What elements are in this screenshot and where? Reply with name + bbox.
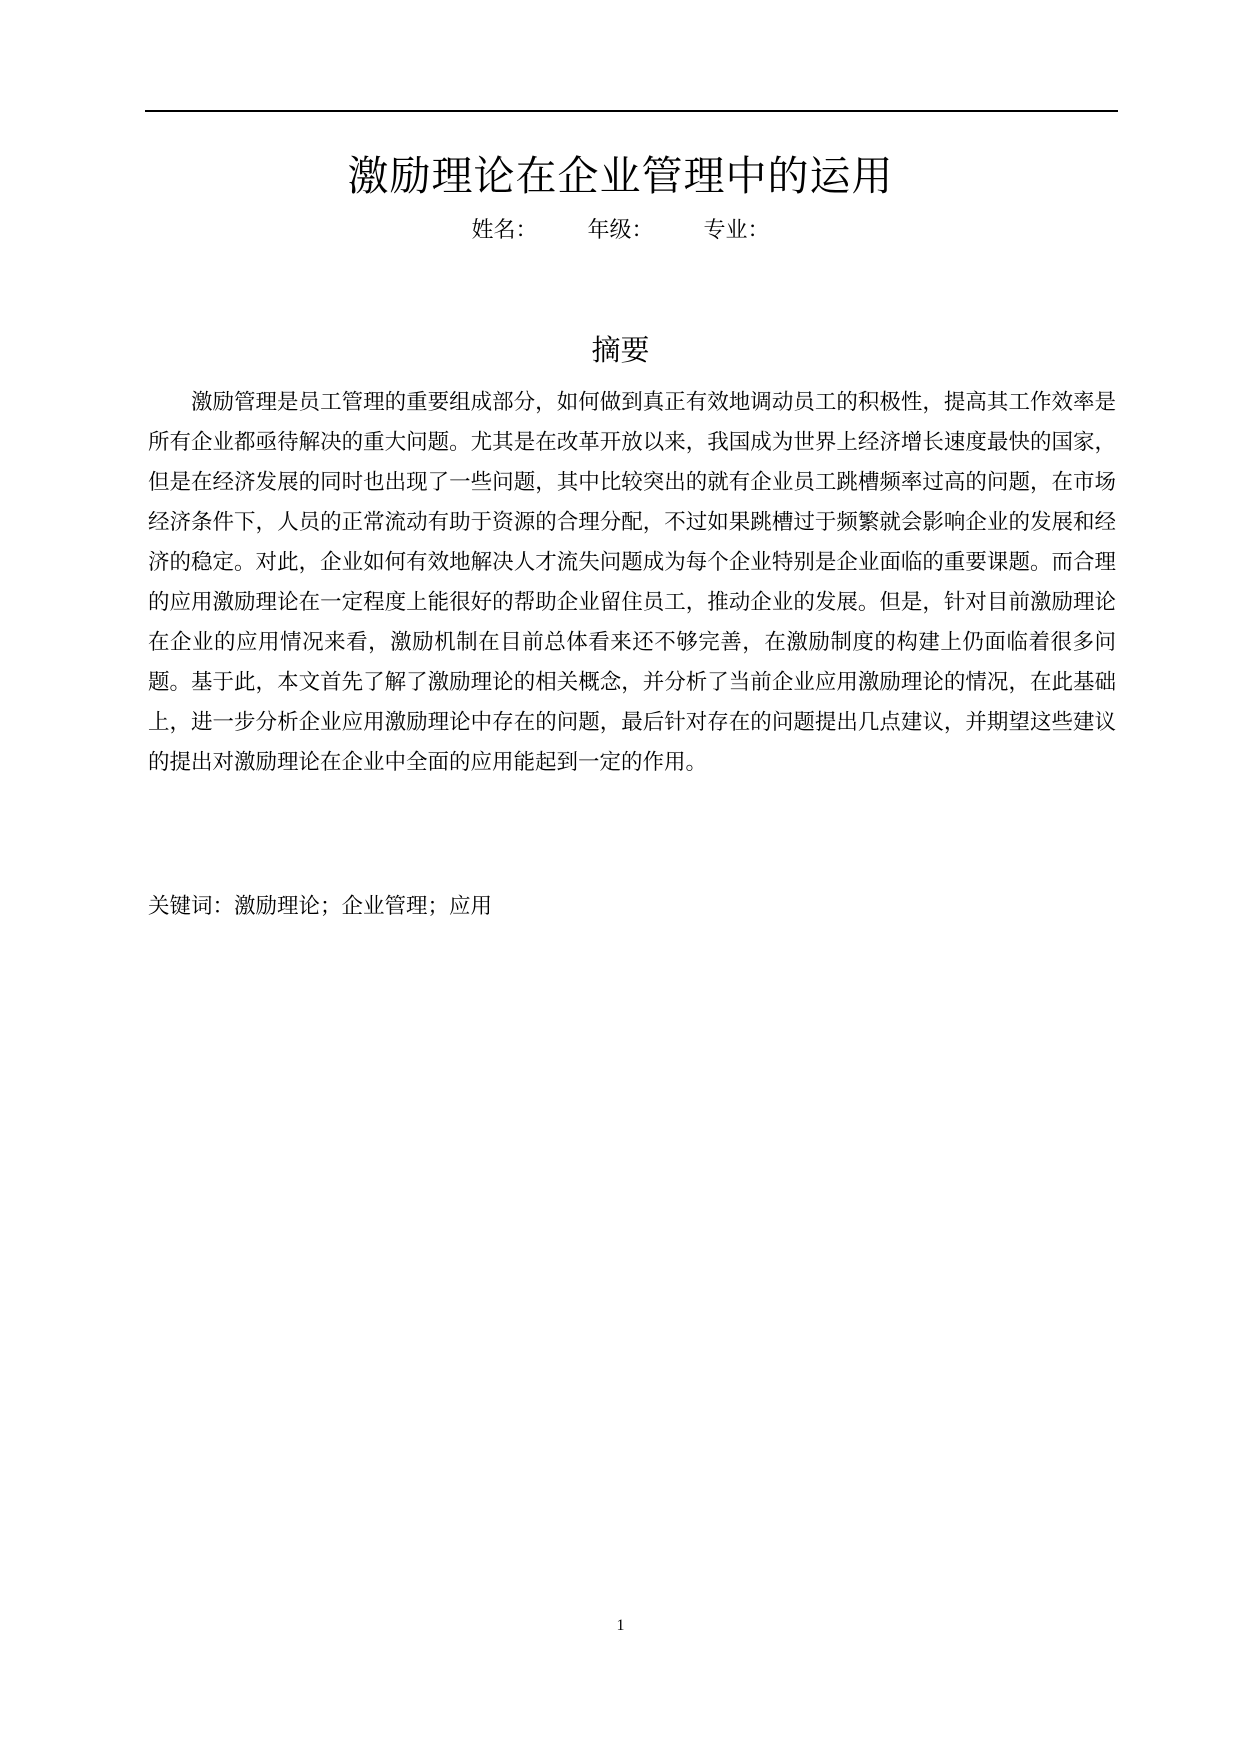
abstract-body: 激励管理是员工管理的重要组成部分，如何做到真正有效地调动员工的积极性，提高其工作效率是所有企业都亟待解决的重大问题。尤其是在改革开放以来，我国成为世界上经济增长速度最快的国家，但是在经济发展的同时也出现了一些问题，其中比较突出的就有企业员工跳槽频率过高的问题，在市场经济条件下，人员的正常流动有助于资源的合理分配，不过如果跳槽过于频繁就会影响企业的发展和经济的稳定。对此，企业如何有效地解决人才流失问题成为每个企业特别是企业面临的重要课题。而合理的应用激励理论在一定程度上能很好的帮助企业留住员工，推动企业的发展。但是，针对目前激励理论在企业的应用情况来看，激励机制在目前总体看来还不够完善，在激励制度的构建上仍面临着很多问题。基于此，本文首先了解了激励理论的相关概念，并分析了当前企业应用激励理论的情况，在此基础上，进一步分析企业应用激励理论中存在的问题，最后针对存在的问题提出几点建议，并期望这些建议的提出对激励理论在企业中全面的应用能起到一定的作用。 bbox=[148, 390, 1116, 775]
major-label: 专业： bbox=[703, 218, 770, 243]
name-label: 姓名： bbox=[471, 218, 538, 243]
grade-label: 年级： bbox=[587, 218, 654, 243]
keywords-label: 关键词： bbox=[148, 894, 235, 919]
header-rule bbox=[145, 110, 1118, 112]
keywords-line bbox=[148, 892, 1116, 922]
paper-title: 激励理论在企业管理中的运用 bbox=[347, 152, 894, 200]
author-info-line bbox=[0, 216, 1241, 246]
abstract-heading: 摘要 bbox=[591, 333, 650, 367]
keywords-value: 激励理论；企业管理；应用 bbox=[234, 894, 493, 919]
page-number: 1 bbox=[616, 1617, 625, 1634]
